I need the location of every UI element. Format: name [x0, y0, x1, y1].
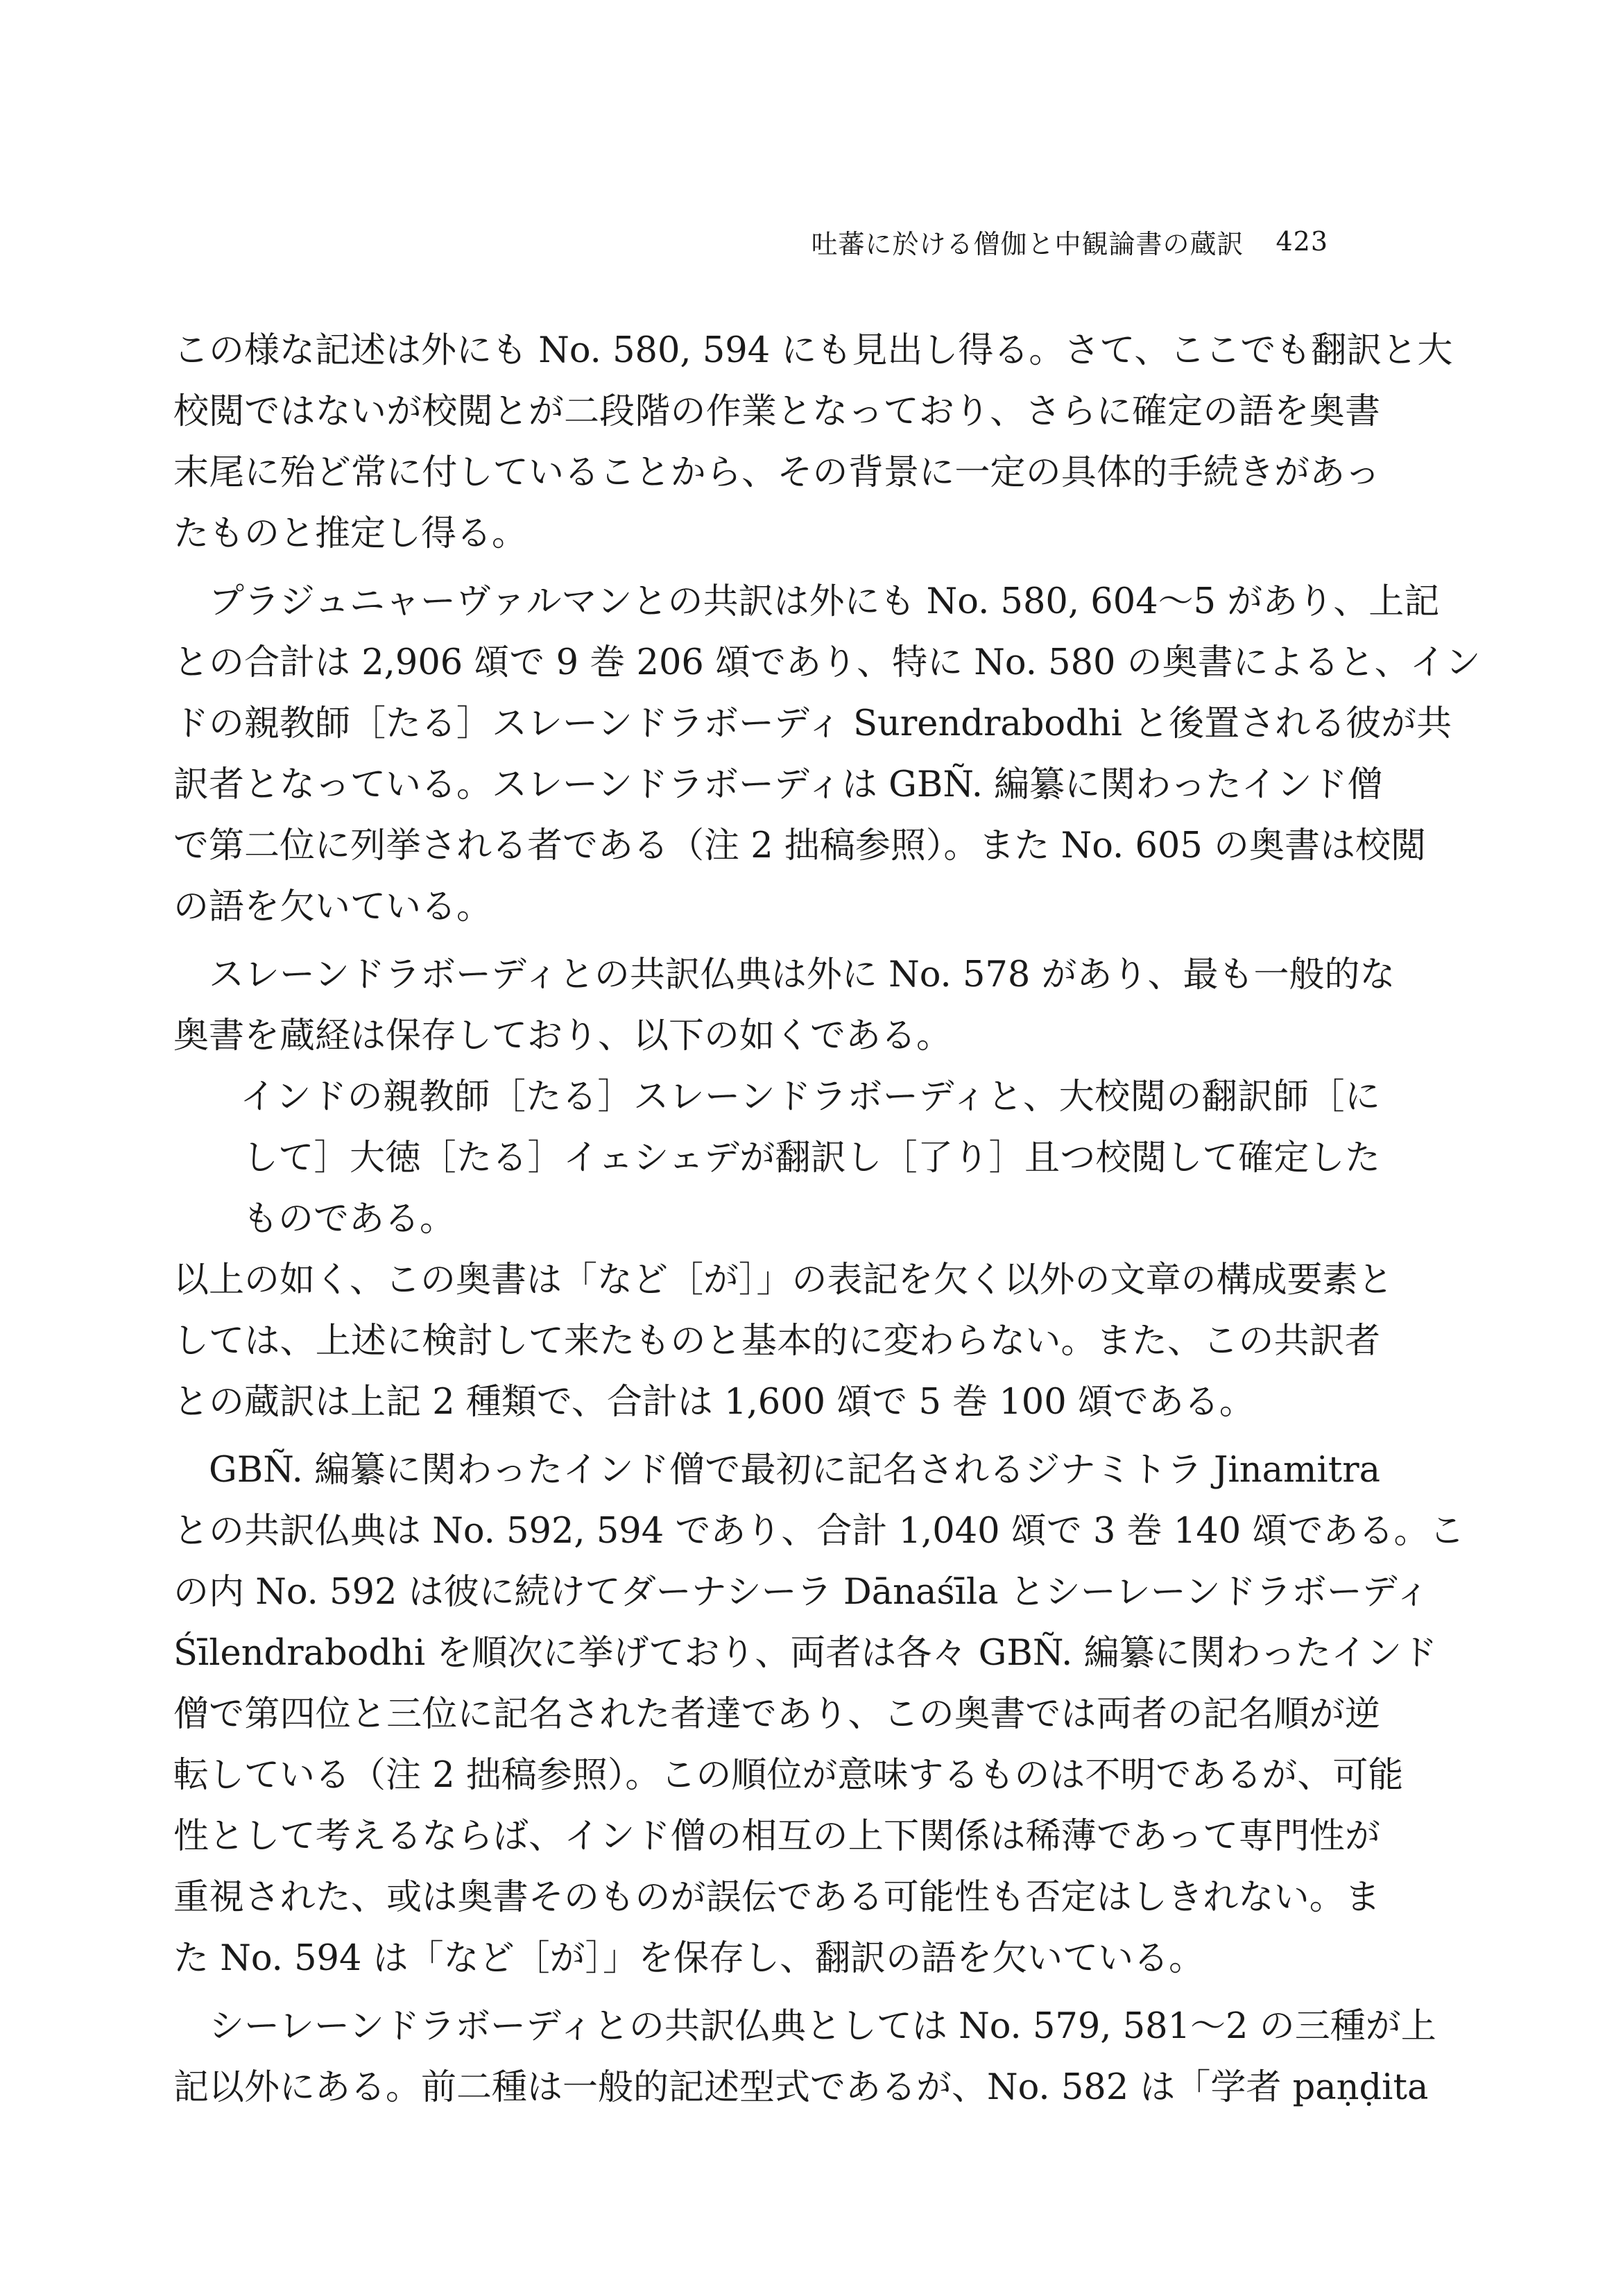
paragraph-5 [173, 1440, 1465, 1989]
quote-line: インドの親教師［たる］スレーンドラボーディと、大校閲の翻訳師［に [240, 1077, 1380, 1117]
text-line: との共訳仏典は No. 592, 594 であり、合計 1,040 頌で 3 巻 140 頌である。こ [173, 1511, 1465, 1552]
text-line: との蔵訳は上記 2 種類で、合計は 1,600 頌で 5 巻 100 頌である。 [173, 1382, 1255, 1423]
text-line: スレーンドラボーディとの共訳仏典は外に No. 578 があり、最も一般的な [209, 954, 1396, 995]
text-line: の内 No. 592 は彼に続けてダーナシーラ Dānaśīla とシーレーンドラボーディ [173, 1572, 1430, 1613]
text-line: たものと推定し得る。 [173, 513, 528, 554]
text-line: プラジュニャーヴァルマンとの共訳は外にも No. 580, 604〜5 があり、上記 [209, 581, 1440, 622]
text-line: との合計は 2,906 頌で 9 巻 206 頌であり、特に No. 580 の奥書によると、イン [173, 642, 1481, 683]
text-line: Śīlendrabodhi を順次に挙げており、両者は各々 GBÑ. 編纂に関わったインド [173, 1633, 1438, 1674]
text-line: 転している（注 2 拙稿参照）。この順位が意味するものは不明であるが、可能 [173, 1755, 1404, 1796]
quote-line: して］大徳［たる］イェシェデが翻訳し［了り］且つ校閲して確定した [243, 1138, 1380, 1179]
text-line: 奥書を蔵経は保存しており、以下の如くである。 [173, 1016, 952, 1056]
body-text [173, 320, 1481, 2118]
text-line: この様な記述は外にも No. 580, 594 にも見出し得る。さて、ここでも翻訳と大 [173, 330, 1453, 371]
text-line: 性として考えるならば、インド僧の相互の上下関係は稀薄であって専門性が [173, 1816, 1380, 1857]
text-line: 以上の如く、この奥書は「など［が］」の表記を欠く以外の文章の構成要素と [173, 1260, 1393, 1301]
running-head [811, 221, 1328, 262]
text-line: 訳者となっている。スレーンドラボーディは GBÑ. 編纂に関わったインド僧 [173, 764, 1383, 805]
text-line: 僧で第四位と三位に記名された者達であり、この奥書では両者の記名順が逆 [173, 1694, 1380, 1735]
text-line: 記以外にある。前二種は一般的記述型式であるが、No. 582 は「学者 paṇḍita [173, 2067, 1429, 2108]
text-line: ドの親教師［たる］スレーンドラボーディ Surendrabodhi と後置される彼が共 [173, 703, 1452, 744]
paragraph-6 [173, 1996, 1436, 2118]
paragraph-4 [173, 1250, 1393, 1433]
quote-line: ものである。 [243, 1199, 456, 1240]
text-line: 重視された、或は奥書そのものが誤伝である可能性も否定はしきれない。ま [173, 1877, 1380, 1918]
text-line: で第二位に列挙される者である（注 2 拙稿参照）。また No. 605 の奥書は校閲 [173, 825, 1426, 866]
paragraph-1 [173, 320, 1453, 565]
block-quote [173, 1067, 1380, 1250]
text-line: しては、上述に検討して来たものと基本的に変わらない。また、この共訳者 [173, 1321, 1380, 1362]
text-line: GBÑ. 編纂に関わったインド僧で最初に記名されるジナミトラ Jinamitra [209, 1450, 1380, 1491]
text-line: の語を欠いている。 [173, 886, 492, 927]
text-line: 末尾に殆ど常に付していることから、その背景に一定の具体的手続きがあっ [173, 452, 1380, 493]
running-title: 吐蕃に於ける僧伽と中観論書の蔵訳 [811, 228, 1244, 259]
page-number: 423 [1276, 226, 1328, 257]
text-line: シーレーンドラボーディとの共訳仏典としては No. 579, 581〜2 の三種が上 [209, 2006, 1436, 2047]
text-line: た No. 594 は「など［が］」を保存し、翻訳の語を欠いている。 [173, 1938, 1205, 1979]
paragraph-3 [173, 945, 1396, 1067]
paragraph-2 [173, 572, 1481, 938]
text-line: 校閲ではないが校閲とが二段階の作業となっており、さらに確定の語を奥書 [173, 391, 1380, 432]
